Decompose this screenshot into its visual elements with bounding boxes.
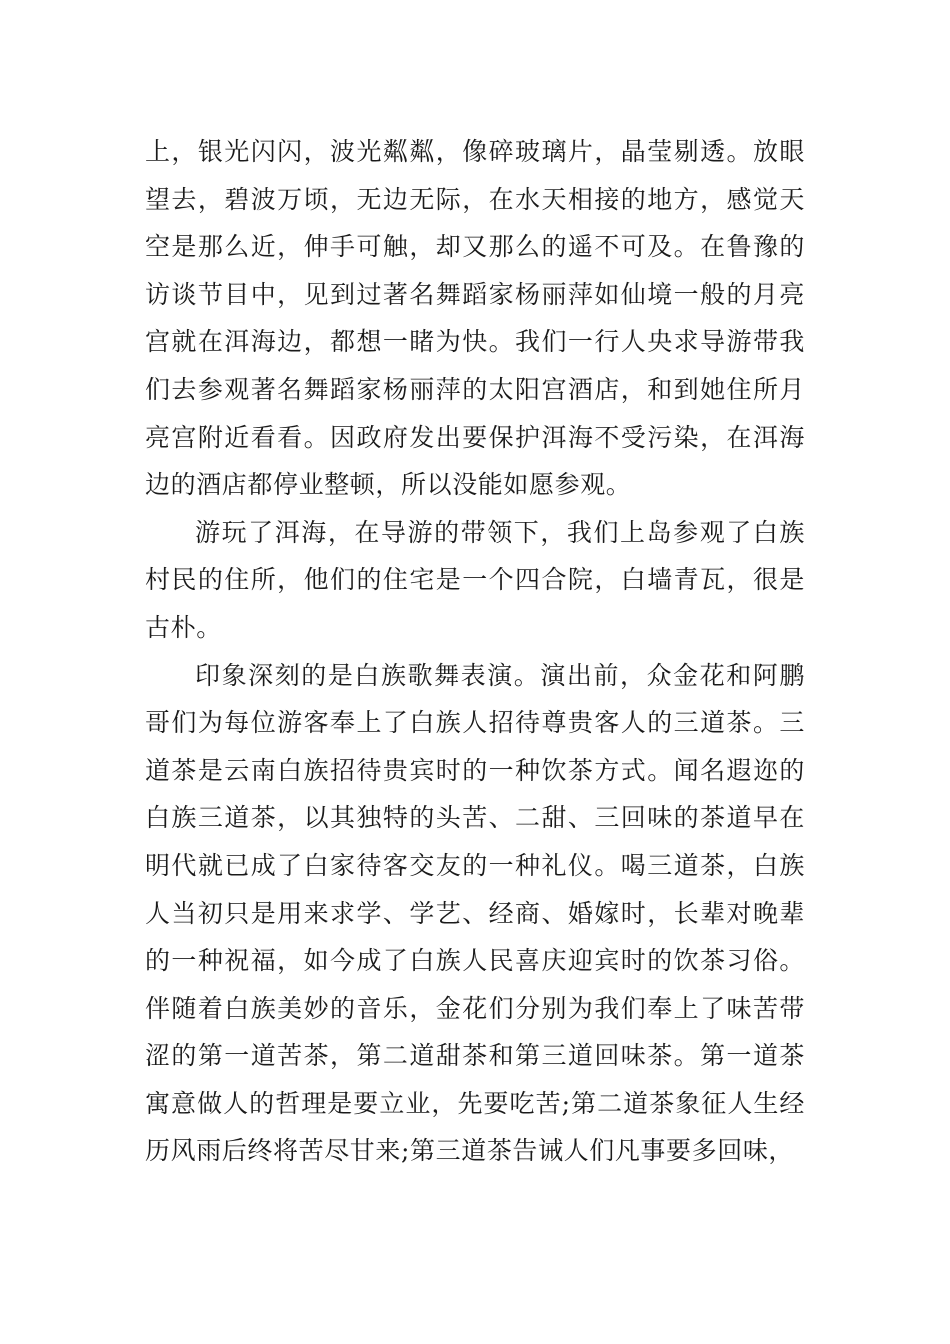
paragraph-three-course-tea: 印象深刻的是白族歌舞表演。演出前，众金花和阿鹏哥们为每位游客奉上了白族人招待尊贵客人的三道茶。三道茶是云南白族招待贵宾时的一种饮茶方式。闻名遐迩的白族三道茶，以其独特的头苦、二甜、三回味的茶道早在明代就已成了白家待客交友的一种礼仪。喝三道茶，白族人当初只是用来求学、学艺、经商、婚嫁时，长辈对晚辈的一种祝福，如今成了白族人民喜庆迎宾时的饮茶习俗。伴随着白族美妙的音乐，金花们分别为我们奉上了味苦带涩的第一道苦茶，第二道甜茶和第三道回味茶。第一道茶寓意做人的哲理是要立业，先要吃苦;第二道茶象征人生经历风雨后终将苦尽甘来;第三道茶告诫人们凡事要多回味， — [145, 660, 805, 1166]
document-page — [145, 128, 805, 1175]
paragraph-bai-village: 游玩了洱海，在导游的带领下，我们上岛参观了白族村民的住所，他们的住宅是一个四合院，白墙青瓦，很是古朴。 — [145, 517, 805, 642]
paragraph-erhai-view: 上，银光闪闪，波光粼粼，像碎玻璃片，晶莹剔透。放眼望去，碧波万顷，无边无际，在水天相接的地方，感觉天空是那么近，伸手可触，却又那么的遥不可及。在鲁豫的访谈节目中，见到过著名舞蹈家杨丽萍如仙境一般的月亮宫就在洱海边，都想一睹为快。我们一行人央求导游带我们去参观著名舞蹈家杨丽萍的太阳宫酒店，和到她住所月亮宫附近看看。因政府发出要保护洱海不受污染，在洱海边的酒店都停业整顿，所以没能如愿参观。 — [145, 137, 805, 500]
